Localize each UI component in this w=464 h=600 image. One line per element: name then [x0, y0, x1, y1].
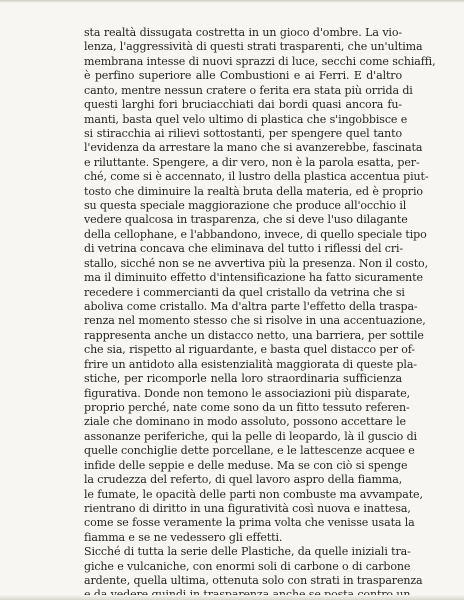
text-line: ché, come si è accennato, il lustro della plastica accentua piut-	[84, 170, 429, 184]
text-line: lenza, l'aggressività di questi strati trasparenti, che un'ultima	[84, 40, 423, 54]
text-line: ma il diminuito effetto d'intensificazione ha fatto sicuramente	[84, 271, 423, 285]
text-line: membrana intesse di nuovi sprazzi di luce, secchi come schiaffi,	[84, 54, 436, 68]
page-top-edge	[0, 0, 464, 3]
page-bottom-edge	[0, 595, 464, 600]
text-line: sta realtà dissugata costretta in un gioco d'ombre. La vio-	[84, 26, 402, 39]
text-line: renza nel momento stesso che si risolve in una accentuazione,	[84, 314, 426, 328]
text-line: le fumate, le opacità delle parti non combuste ma avvampate,	[84, 487, 423, 501]
text-line: aboliva come cristallo. Ma d'altra parte l'effetto della traspa-	[84, 300, 418, 314]
text-line: come se fosse veramente la prima volta che venisse usata la	[84, 516, 415, 530]
text-line: vedere qualcosa in trasparenza, che si deve l'uso dilagante	[84, 213, 408, 227]
text-line: stiche, per ricomporle nella loro straordinaria sufficienza	[84, 372, 402, 386]
text-line: Sicché di tutta la serie delle Plastiche, da quelle iniziali tra-	[84, 545, 411, 559]
text-line: figurativa. Donde non temono le associazioni più disparate,	[84, 386, 411, 400]
text-line: tosto che diminuire la realtà bruta della materia, ed è proprio	[84, 184, 423, 198]
body-text	[84, 26, 436, 600]
text-line: della cellophane, e l'abbandono, invece, di quello speciale tipo	[84, 227, 427, 241]
text-line: frire un antidoto alla esistenzialità maggiorata di queste pla-	[84, 357, 417, 371]
text-line: l'evidenza da arrestare la mano che si avanzerebbe, fascinata	[84, 141, 423, 155]
text-line: ardente, quella ultima, ottenuta solo con strati in trasparenza	[84, 574, 423, 588]
text-line: rappresenta anche un distacco netto, una barriera, per sottile	[84, 328, 424, 342]
text-line: giche e vulcaniche, con enormi soli di carbone o di carbone	[84, 559, 411, 573]
text-line: di vetrina concava che eliminava del tutto i riflessi del cri-	[84, 242, 404, 256]
text-line: e riluttante. Spengere, a dir vero, non è la parola esatta, per-	[84, 155, 420, 169]
text-line: manti, basta quel velo ultimo di plastica che s'ingobbisce e	[84, 112, 408, 126]
text-line: stallo, sicché non se ne avvertiva più la presenza. Non il costo,	[84, 256, 428, 270]
text-line: che sia, rispetto al riguardante, e basta quel distacco per of-	[84, 343, 415, 357]
text-line: infide delle seppie e delle meduse. Ma se con ciò si spenge	[84, 458, 408, 472]
text-line: ziale che dominano in modo assoluto, possono accettare le	[84, 415, 406, 429]
text-line: su questa speciale maggiorazione che produce all'occhio il	[84, 199, 407, 213]
text-line: recedere i commercianti da quel cristallo da vetrina che si	[84, 285, 405, 299]
text-line: canto, mentre nessun cratere o ferita era stata più orrida di	[84, 83, 413, 97]
text-line: si stiracchia ai rilievi sottostanti, per spengere quel tanto	[84, 126, 402, 140]
text-line: proprio perché, nate come sono da un fitto tessuto referen-	[84, 400, 410, 414]
text-line: assonanze periferiche, qui la pelle di leopardo, là il guscio di	[84, 429, 417, 443]
text-line: la crudezza del referto, di quel lavoro aspro della fiamma,	[84, 473, 403, 487]
text-line: questi larghi fori bruciacchiati dai bordi quasi ancora fu-	[84, 98, 402, 112]
text-line: è perfino superiore alle Combustioni e ai Ferri. E d'altro	[84, 69, 402, 83]
paragraph-end-line: fiamma e se ne vedessero gli effetti.	[84, 530, 283, 544]
text-line: quelle conchiglie dette porcellane, e le lattescenze acquee e	[84, 444, 415, 458]
text-line: rientrano di diritto in una figuratività così nuova e inattesa,	[84, 501, 411, 515]
